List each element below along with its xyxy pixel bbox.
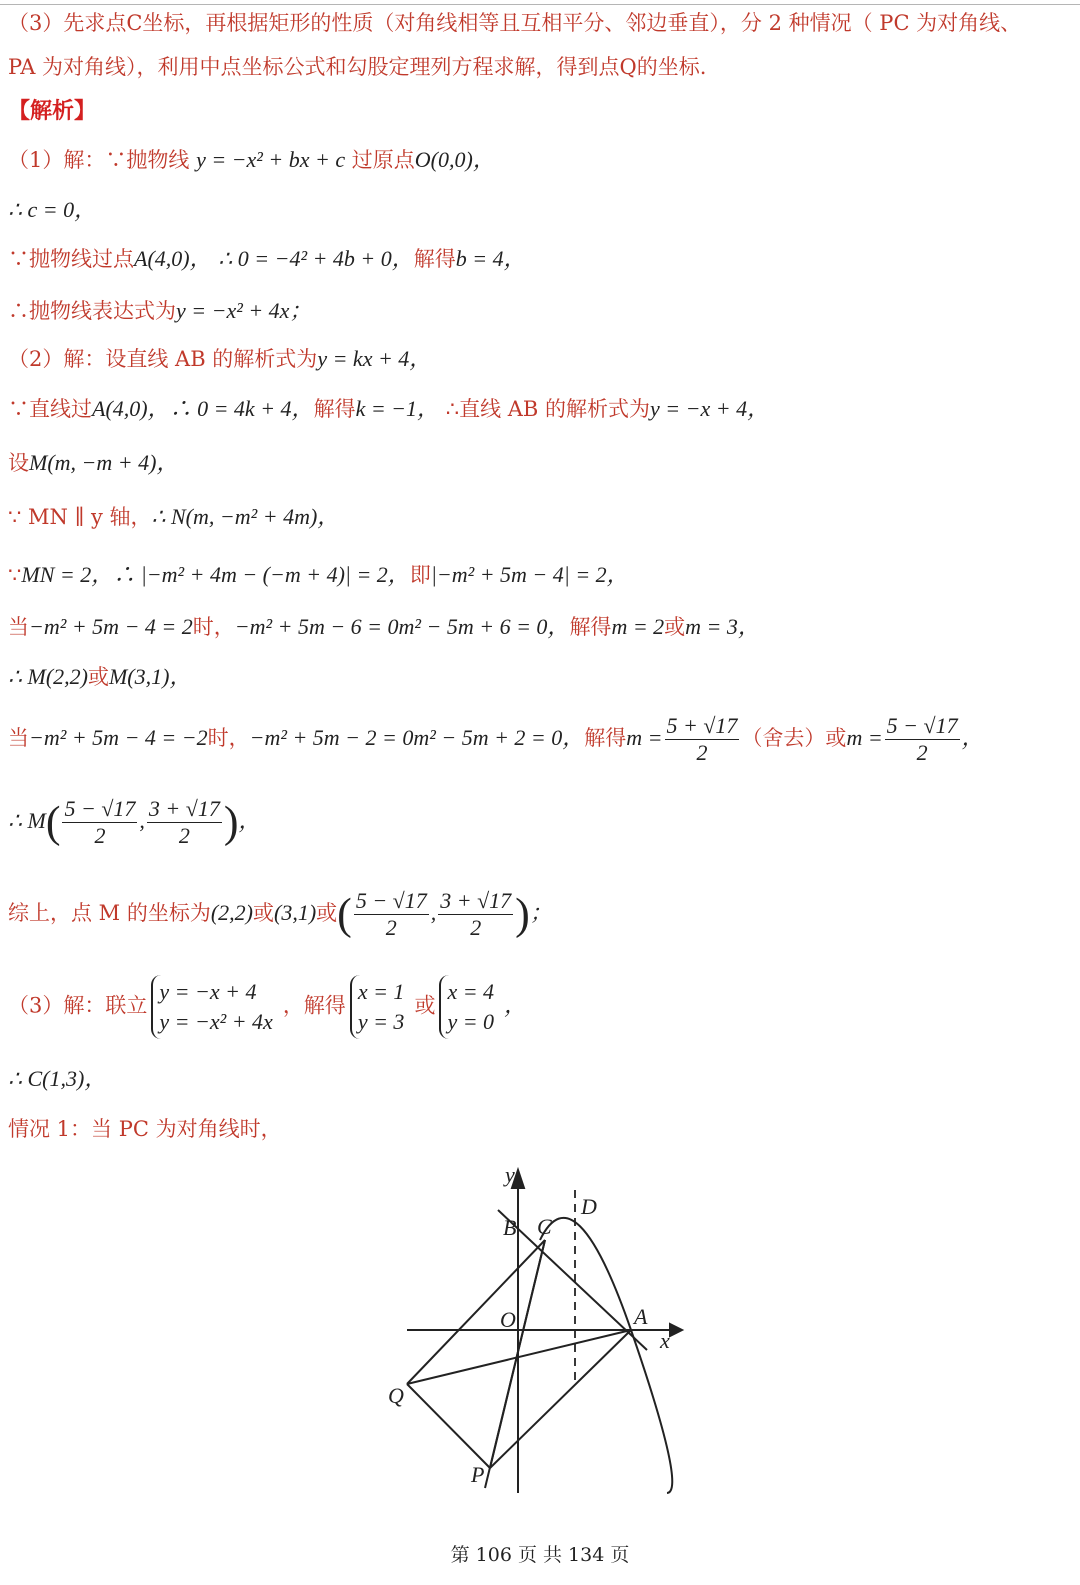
parabola-expression-line: ∴抛物线表达式为y = −x² + 4x； [8, 298, 312, 323]
case-minus2-line: 当−m² + 5m − 4 = −2时，−m² + 5m − 2 = 0m² − 5m + 2 = 0，解得m = $\frac{5 + √17}{2}$ （舍去）或m = $\frac{5 - √17}{2}$ ， [8, 713, 984, 765]
fraction-kept: $\frac{5 - √17}{2}$ [886, 713, 958, 765]
line-ab-line: ∵直线过A(4,0)，∴ 0 = 4k + 4，解得k = −1， ∴直线 AB 的解析式为y = −x + 4， [8, 396, 770, 421]
step3-system-line: （3）解：联立 y = −x + 4 y = −x² + 4x ，解得 x = 1 y = 3 或 x = 4 y = 0 ， [8, 975, 526, 1039]
system-equations: y = −x + 4 y = −x² + 4x [151, 975, 278, 1039]
solution-2: x = 4 y = 0 [439, 975, 500, 1039]
point-a-line: ∵抛物线过点A(4,0)， ∴ 0 = −4² + 4b + 0，解得b = 4， [8, 246, 526, 271]
label-c: C [537, 1214, 552, 1239]
m-result-line-2: ∴ M( $\frac{5 - √17}{2}$ , $\frac{3 + √17}{2}$ )， [8, 796, 261, 848]
c-value-line: ∴ c = 0， [8, 197, 97, 222]
label-o: O [500, 1307, 516, 1332]
geometry-figure [385, 1158, 685, 1503]
label-y: y [505, 1162, 515, 1187]
case-plus2-line: 当−m² + 5m − 4 = 2时，−m² + 5m − 6 = 0m² − 5m + 6 = 0，解得m = 2或m = 3， [8, 614, 760, 639]
label-a: A [634, 1304, 648, 1329]
label-x: x [660, 1328, 670, 1353]
solution-1: x = 1 y = 3 [350, 975, 411, 1039]
label-p: P [471, 1462, 485, 1487]
point-c-line: ∴ C(1,3)， [8, 1066, 107, 1091]
step2-line: （2）解：设直线 AB 的解析式为y = kx + 4， [8, 346, 432, 371]
hint-line-1: （3）先求点C坐标，再根据矩形的性质（对角线相等且互相平分、邻边垂直），分 2 种情况（ PC 为对角线、 [8, 11, 1022, 35]
hint-line-2: PA 为对角线），利用中点坐标公式和勾股定理列方程求解，得到点Q的坐标. [8, 55, 707, 79]
page-footer: 第 106 页 共 134 页 [450, 1544, 630, 1566]
summary-line: 综上，点 M 的坐标为(2,2)或(3,1)或( $\frac{5 - √17}{2}$ , $\frac{3 + √17}{2}$ )； [8, 888, 552, 940]
top-rule [0, 4, 1080, 5]
label-q: Q [388, 1383, 404, 1408]
x-axis-arrow [670, 1324, 682, 1336]
analysis-heading: 【解析】 [8, 98, 97, 124]
point-m-line: 设M(m, −m + 4)， [8, 450, 179, 475]
mn-equation-line: ∵MN = 2，∴ |−m² + 4m − (−m + 4)| = 2，即|−m² + 5m − 4| = 2， [8, 562, 629, 587]
segment-pa [490, 1330, 631, 1468]
segment-qp [407, 1384, 490, 1468]
segment-qc [407, 1240, 545, 1384]
point-n-line: ∵ MN ∥ y 轴，∴ N(m, −m² + 4m)， [8, 504, 340, 529]
label-b: B [503, 1215, 517, 1240]
step1-line: （1）解：∵抛物线 y = −x² + bx + c 过原点O(0,0)， [8, 147, 495, 172]
label-d: D [581, 1194, 597, 1219]
m-result-line-1: ∴ M(2,2)或M(3,1)， [8, 664, 192, 689]
case1-line: 情况 1：当 PC 为对角线时， [8, 1117, 282, 1141]
fraction-rejected: $\frac{5 + √17}{2}$ [666, 713, 738, 765]
